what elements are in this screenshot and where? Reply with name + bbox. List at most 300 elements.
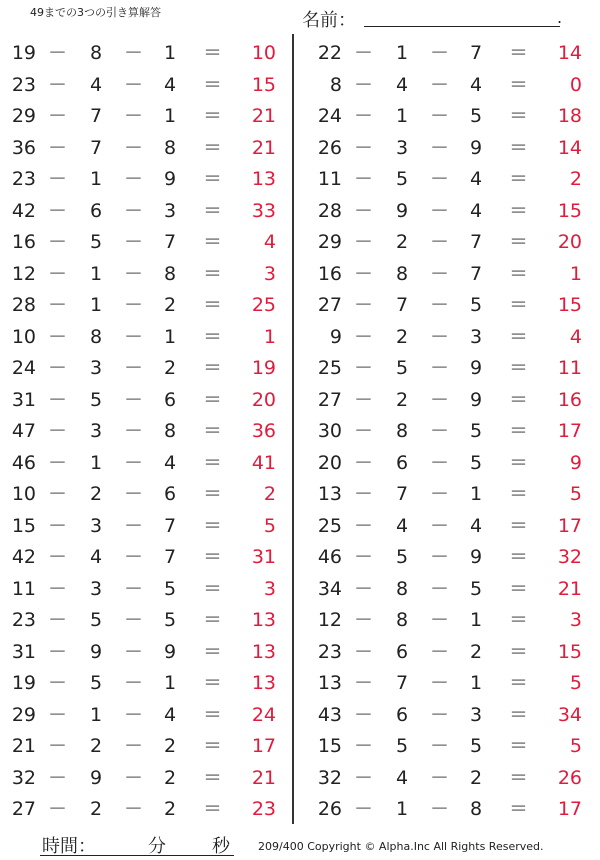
left-problem-row xyxy=(0,353,290,385)
equals-sign: ＝ xyxy=(203,640,223,663)
equals-sign: ＝ xyxy=(203,483,223,505)
left-problem-row xyxy=(0,763,290,795)
right-problem-row xyxy=(306,574,596,606)
minus-sign: － xyxy=(48,609,68,631)
answer: 14 xyxy=(557,136,582,159)
equals-sign: ＝ xyxy=(509,294,529,316)
minuend: 32 xyxy=(11,766,36,789)
equals-sign: ＝ xyxy=(203,735,223,757)
answer: 13 xyxy=(251,168,276,190)
subtrahend-2: 8 xyxy=(469,798,483,820)
subtrahend-2: 5 xyxy=(469,735,483,757)
minus-sign: － xyxy=(48,199,68,222)
minus-sign: － xyxy=(48,546,68,568)
minus-sign: － xyxy=(430,672,450,694)
equals-sign: ＝ xyxy=(509,672,529,694)
subtrahend-2: 2 xyxy=(163,357,177,379)
answer: 13 xyxy=(251,640,276,663)
equals-sign: ＝ xyxy=(509,231,529,253)
minus-sign: － xyxy=(430,294,450,316)
minus-sign: － xyxy=(48,766,68,789)
minus-sign: － xyxy=(430,703,450,726)
subtrahend-2: 5 xyxy=(469,105,483,127)
answer: 15 xyxy=(557,640,582,663)
minus-sign: － xyxy=(430,798,450,820)
minus-sign: － xyxy=(354,105,374,127)
minuend: 27 xyxy=(317,388,342,411)
subtrahend-2: 7 xyxy=(163,514,177,537)
answer: 3 xyxy=(263,577,276,600)
minus-sign: － xyxy=(48,168,68,190)
left-problem-column xyxy=(0,38,290,826)
subtrahend-2: 3 xyxy=(469,325,483,348)
subtrahend-1: 3 xyxy=(89,514,103,537)
right-problem-row xyxy=(306,322,596,354)
minus-sign: － xyxy=(354,357,374,379)
minuend: 9 xyxy=(329,325,342,348)
minus-sign: － xyxy=(124,640,144,663)
minus-sign: － xyxy=(124,483,144,505)
time-label: 時間： xyxy=(42,836,96,857)
subtrahend-2: 2 xyxy=(163,735,177,757)
minus-sign: － xyxy=(48,483,68,505)
minus-sign: － xyxy=(48,703,68,726)
seconds-label: 秒 xyxy=(212,836,230,857)
minus-sign: － xyxy=(124,766,144,789)
minus-sign: － xyxy=(430,483,450,505)
equals-sign: ＝ xyxy=(509,262,529,285)
right-problem-row xyxy=(306,38,596,70)
minus-sign: － xyxy=(430,420,450,442)
subtrahend-1: 2 xyxy=(89,735,103,757)
minus-sign: － xyxy=(48,105,68,127)
equals-sign: ＝ xyxy=(509,483,529,505)
equals-sign: ＝ xyxy=(509,640,529,663)
answer: 11 xyxy=(557,357,582,379)
equals-sign: ＝ xyxy=(509,420,529,442)
left-problem-row xyxy=(0,700,290,732)
minus-sign: － xyxy=(124,388,144,411)
equals-sign: ＝ xyxy=(509,42,529,64)
subtrahend-2: 6 xyxy=(163,388,177,411)
left-problem-row xyxy=(0,511,290,543)
subtrahend-2: 2 xyxy=(163,766,177,789)
equals-sign: ＝ xyxy=(203,231,223,253)
left-problem-row xyxy=(0,133,290,165)
equals-sign: ＝ xyxy=(203,609,223,631)
minuend: 16 xyxy=(317,262,342,285)
minuend: 20 xyxy=(317,451,342,474)
minuend: 19 xyxy=(11,42,36,64)
column-divider xyxy=(292,34,294,824)
minus-sign: － xyxy=(48,420,68,442)
minuend: 23 xyxy=(11,73,36,96)
subtrahend-2: 1 xyxy=(163,672,177,694)
subtrahend-2: 5 xyxy=(469,294,483,316)
answer: 32 xyxy=(557,546,582,568)
minus-sign: － xyxy=(354,609,374,631)
minutes-label: 分 xyxy=(148,836,166,857)
answer: 9 xyxy=(569,451,582,474)
minus-sign: － xyxy=(48,325,68,348)
answer: 26 xyxy=(557,766,582,789)
equals-sign: ＝ xyxy=(203,199,223,222)
minus-sign: － xyxy=(48,577,68,600)
subtrahend-2: 5 xyxy=(469,451,483,474)
left-problem-row xyxy=(0,38,290,70)
answer: 16 xyxy=(557,388,582,411)
answer: 17 xyxy=(251,735,276,757)
minus-sign: － xyxy=(48,672,68,694)
minus-sign: － xyxy=(124,703,144,726)
minus-sign: － xyxy=(354,325,374,348)
equals-sign: ＝ xyxy=(509,609,529,631)
minus-sign: － xyxy=(48,42,68,64)
answer: 20 xyxy=(251,388,276,411)
left-problem-row xyxy=(0,70,290,102)
right-problem-row xyxy=(306,511,596,543)
left-problem-row xyxy=(0,637,290,669)
minus-sign: － xyxy=(124,357,144,379)
minuend: 11 xyxy=(11,577,36,600)
minus-sign: － xyxy=(48,798,68,820)
answer: 5 xyxy=(263,514,276,537)
subtrahend-2: 4 xyxy=(163,703,177,726)
minus-sign: － xyxy=(430,199,450,222)
equals-sign: ＝ xyxy=(203,388,223,411)
subtrahend-1: 9 xyxy=(395,199,409,222)
subtrahend-1: 5 xyxy=(89,388,103,411)
subtrahend-1: 7 xyxy=(89,136,103,159)
subtrahend-1: 1 xyxy=(89,168,103,190)
right-problem-row xyxy=(306,385,596,417)
subtrahend-1: 8 xyxy=(395,262,409,285)
right-problem-row xyxy=(306,542,596,574)
subtrahend-2: 3 xyxy=(163,199,177,222)
minus-sign: － xyxy=(124,451,144,474)
subtrahend-1: 5 xyxy=(395,168,409,190)
subtrahend-2: 4 xyxy=(469,73,483,96)
subtrahend-2: 4 xyxy=(469,168,483,190)
answer: 5 xyxy=(569,735,582,757)
answer: 0 xyxy=(569,73,582,96)
answer: 1 xyxy=(263,325,276,348)
minus-sign: － xyxy=(430,546,450,568)
subtrahend-1: 9 xyxy=(89,640,103,663)
subtrahend-2: 1 xyxy=(163,42,177,64)
subtrahend-2: 1 xyxy=(469,609,483,631)
equals-sign: ＝ xyxy=(203,136,223,159)
left-problem-row xyxy=(0,542,290,574)
equals-sign: ＝ xyxy=(509,105,529,127)
minuend: 29 xyxy=(11,703,36,726)
subtrahend-2: 7 xyxy=(469,42,483,64)
minus-sign: － xyxy=(354,514,374,537)
minus-sign: － xyxy=(430,105,450,127)
answer: 10 xyxy=(251,42,276,64)
minus-sign: － xyxy=(48,451,68,474)
left-problem-row xyxy=(0,164,290,196)
minuend: 31 xyxy=(11,640,36,663)
subtrahend-1: 8 xyxy=(89,325,103,348)
minus-sign: － xyxy=(124,735,144,757)
subtrahend-1: 5 xyxy=(89,672,103,694)
answer: 13 xyxy=(251,672,276,694)
minus-sign: － xyxy=(124,168,144,190)
subtrahend-1: 2 xyxy=(89,798,103,820)
answer: 24 xyxy=(251,703,276,726)
right-problem-row xyxy=(306,196,596,228)
equals-sign: ＝ xyxy=(203,577,223,600)
answer: 13 xyxy=(251,609,276,631)
minuend: 12 xyxy=(317,609,342,631)
equals-sign: ＝ xyxy=(509,798,529,820)
subtrahend-2: 9 xyxy=(163,640,177,663)
subtrahend-1: 6 xyxy=(395,703,409,726)
answer: 15 xyxy=(251,73,276,96)
subtrahend-1: 1 xyxy=(89,294,103,316)
equals-sign: ＝ xyxy=(203,73,223,96)
answer: 17 xyxy=(557,420,582,442)
minuend: 16 xyxy=(11,231,36,253)
left-problem-row xyxy=(0,227,290,259)
minuend: 34 xyxy=(317,577,342,600)
subtrahend-2: 9 xyxy=(469,136,483,159)
minus-sign: － xyxy=(354,294,374,316)
minuend: 30 xyxy=(317,420,342,442)
minus-sign: － xyxy=(354,735,374,757)
right-problem-row xyxy=(306,227,596,259)
answer: 21 xyxy=(251,136,276,159)
subtrahend-2: 8 xyxy=(163,420,177,442)
subtrahend-1: 2 xyxy=(395,325,409,348)
right-problem-row xyxy=(306,416,596,448)
minuend: 29 xyxy=(317,231,342,253)
equals-sign: ＝ xyxy=(509,577,529,600)
subtrahend-1: 4 xyxy=(89,73,103,96)
answer: 2 xyxy=(263,483,276,505)
minuend: 8 xyxy=(329,73,342,96)
subtrahend-1: 5 xyxy=(395,357,409,379)
left-problem-row xyxy=(0,794,290,826)
equals-sign: ＝ xyxy=(203,798,223,820)
minus-sign: － xyxy=(354,577,374,600)
subtrahend-2: 4 xyxy=(469,514,483,537)
answer: 2 xyxy=(569,168,582,190)
equals-sign: ＝ xyxy=(203,766,223,789)
equals-sign: ＝ xyxy=(509,703,529,726)
minus-sign: － xyxy=(430,609,450,631)
subtrahend-2: 7 xyxy=(469,262,483,285)
left-problem-row xyxy=(0,731,290,763)
equals-sign: ＝ xyxy=(203,168,223,190)
subtrahend-1: 2 xyxy=(395,231,409,253)
minuend: 15 xyxy=(317,735,342,757)
minus-sign: － xyxy=(354,42,374,64)
answer: 21 xyxy=(251,105,276,127)
minus-sign: － xyxy=(354,483,374,505)
answer: 3 xyxy=(263,262,276,285)
worksheet-title: 49までの3つの引き算解答 xyxy=(30,6,161,19)
minus-sign: － xyxy=(430,168,450,190)
minuend: 23 xyxy=(317,640,342,663)
minus-sign: － xyxy=(430,640,450,663)
minuend: 46 xyxy=(317,546,342,568)
minuend: 36 xyxy=(11,136,36,159)
minus-sign: － xyxy=(124,798,144,820)
minuend: 21 xyxy=(11,735,36,757)
minuend: 31 xyxy=(11,388,36,411)
left-problem-row xyxy=(0,448,290,480)
equals-sign: ＝ xyxy=(203,420,223,442)
subtrahend-1: 3 xyxy=(89,577,103,600)
minus-sign: － xyxy=(124,73,144,96)
minus-sign: － xyxy=(430,231,450,253)
minus-sign: － xyxy=(124,325,144,348)
equals-sign: ＝ xyxy=(509,546,529,568)
minuend: 23 xyxy=(11,609,36,631)
minus-sign: － xyxy=(430,136,450,159)
minus-sign: － xyxy=(48,231,68,253)
left-problem-row xyxy=(0,668,290,700)
minuend: 26 xyxy=(317,136,342,159)
subtrahend-2: 7 xyxy=(469,231,483,253)
answer: 31 xyxy=(251,546,276,568)
left-problem-row xyxy=(0,479,290,511)
equals-sign: ＝ xyxy=(509,766,529,789)
equals-sign: ＝ xyxy=(509,73,529,96)
answer: 3 xyxy=(569,609,582,631)
minus-sign: － xyxy=(124,546,144,568)
subtrahend-2: 5 xyxy=(163,577,177,600)
name-label: 名前： xyxy=(302,10,356,31)
answer: 4 xyxy=(569,325,582,348)
subtrahend-1: 4 xyxy=(89,546,103,568)
answer: 17 xyxy=(557,514,582,537)
left-problem-row xyxy=(0,101,290,133)
minus-sign: － xyxy=(430,73,450,96)
right-problem-row xyxy=(306,479,596,511)
subtrahend-1: 1 xyxy=(89,703,103,726)
minus-sign: － xyxy=(48,388,68,411)
answer: 14 xyxy=(557,42,582,64)
answer: 5 xyxy=(569,483,582,505)
subtrahend-1: 1 xyxy=(395,105,409,127)
minuend: 46 xyxy=(11,451,36,474)
minus-sign: － xyxy=(430,262,450,285)
minuend: 13 xyxy=(317,672,342,694)
subtrahend-1: 3 xyxy=(89,420,103,442)
answer: 25 xyxy=(251,294,276,316)
answer: 18 xyxy=(557,105,582,127)
minuend: 28 xyxy=(317,199,342,222)
subtrahend-1: 7 xyxy=(395,294,409,316)
subtrahend-2: 4 xyxy=(163,451,177,474)
subtrahend-2: 9 xyxy=(469,357,483,379)
subtrahend-2: 2 xyxy=(469,640,483,663)
equals-sign: ＝ xyxy=(203,262,223,285)
minuend: 22 xyxy=(317,42,342,64)
subtrahend-2: 3 xyxy=(469,703,483,726)
left-problem-row xyxy=(0,290,290,322)
right-problem-row xyxy=(306,101,596,133)
subtrahend-2: 7 xyxy=(163,231,177,253)
subtrahend-1: 1 xyxy=(395,798,409,820)
minuend: 42 xyxy=(11,199,36,222)
minus-sign: － xyxy=(354,231,374,253)
right-problem-row xyxy=(306,668,596,700)
subtrahend-1: 1 xyxy=(89,262,103,285)
minuend: 12 xyxy=(11,262,36,285)
minus-sign: － xyxy=(48,294,68,316)
minus-sign: － xyxy=(430,451,450,474)
answer: 15 xyxy=(557,199,582,222)
minus-sign: － xyxy=(354,136,374,159)
right-problem-row xyxy=(306,70,596,102)
subtrahend-2: 4 xyxy=(163,73,177,96)
minus-sign: － xyxy=(430,735,450,757)
answer: 34 xyxy=(557,703,582,726)
subtrahend-2: 8 xyxy=(163,262,177,285)
minus-sign: － xyxy=(48,357,68,379)
subtrahend-1: 8 xyxy=(395,609,409,631)
minus-sign: － xyxy=(354,262,374,285)
minus-sign: － xyxy=(48,514,68,537)
equals-sign: ＝ xyxy=(203,514,223,537)
minuend: 13 xyxy=(317,483,342,505)
minus-sign: － xyxy=(354,420,374,442)
subtrahend-2: 2 xyxy=(469,766,483,789)
subtrahend-2: 4 xyxy=(469,199,483,222)
subtrahend-2: 1 xyxy=(469,483,483,505)
answer: 1 xyxy=(569,262,582,285)
answer: 4 xyxy=(263,231,276,253)
subtrahend-2: 5 xyxy=(469,577,483,600)
right-problem-row xyxy=(306,448,596,480)
equals-sign: ＝ xyxy=(203,105,223,127)
minuend: 27 xyxy=(11,798,36,820)
minuend: 10 xyxy=(11,483,36,505)
subtrahend-1: 7 xyxy=(395,483,409,505)
minuend: 27 xyxy=(317,294,342,316)
subtrahend-1: 4 xyxy=(395,514,409,537)
subtrahend-2: 8 xyxy=(163,136,177,159)
minus-sign: － xyxy=(354,451,374,474)
left-problem-row xyxy=(0,259,290,291)
subtrahend-1: 8 xyxy=(395,577,409,600)
equals-sign: ＝ xyxy=(509,199,529,222)
minuend: 10 xyxy=(11,325,36,348)
minuend: 23 xyxy=(11,168,36,190)
equals-sign: ＝ xyxy=(203,672,223,694)
minus-sign: － xyxy=(124,105,144,127)
equals-sign: ＝ xyxy=(203,325,223,348)
subtrahend-1: 4 xyxy=(395,766,409,789)
answer: 36 xyxy=(251,420,276,442)
name-field[interactable] xyxy=(364,26,560,27)
minus-sign: － xyxy=(48,136,68,159)
equals-sign: ＝ xyxy=(509,325,529,348)
minus-sign: － xyxy=(354,640,374,663)
minus-sign: － xyxy=(354,388,374,411)
subtrahend-2: 6 xyxy=(163,483,177,505)
minus-sign: － xyxy=(354,672,374,694)
right-problem-row xyxy=(306,700,596,732)
subtrahend-1: 8 xyxy=(395,420,409,442)
subtrahend-1: 5 xyxy=(395,735,409,757)
equals-sign: ＝ xyxy=(203,357,223,379)
subtrahend-2: 1 xyxy=(163,105,177,127)
